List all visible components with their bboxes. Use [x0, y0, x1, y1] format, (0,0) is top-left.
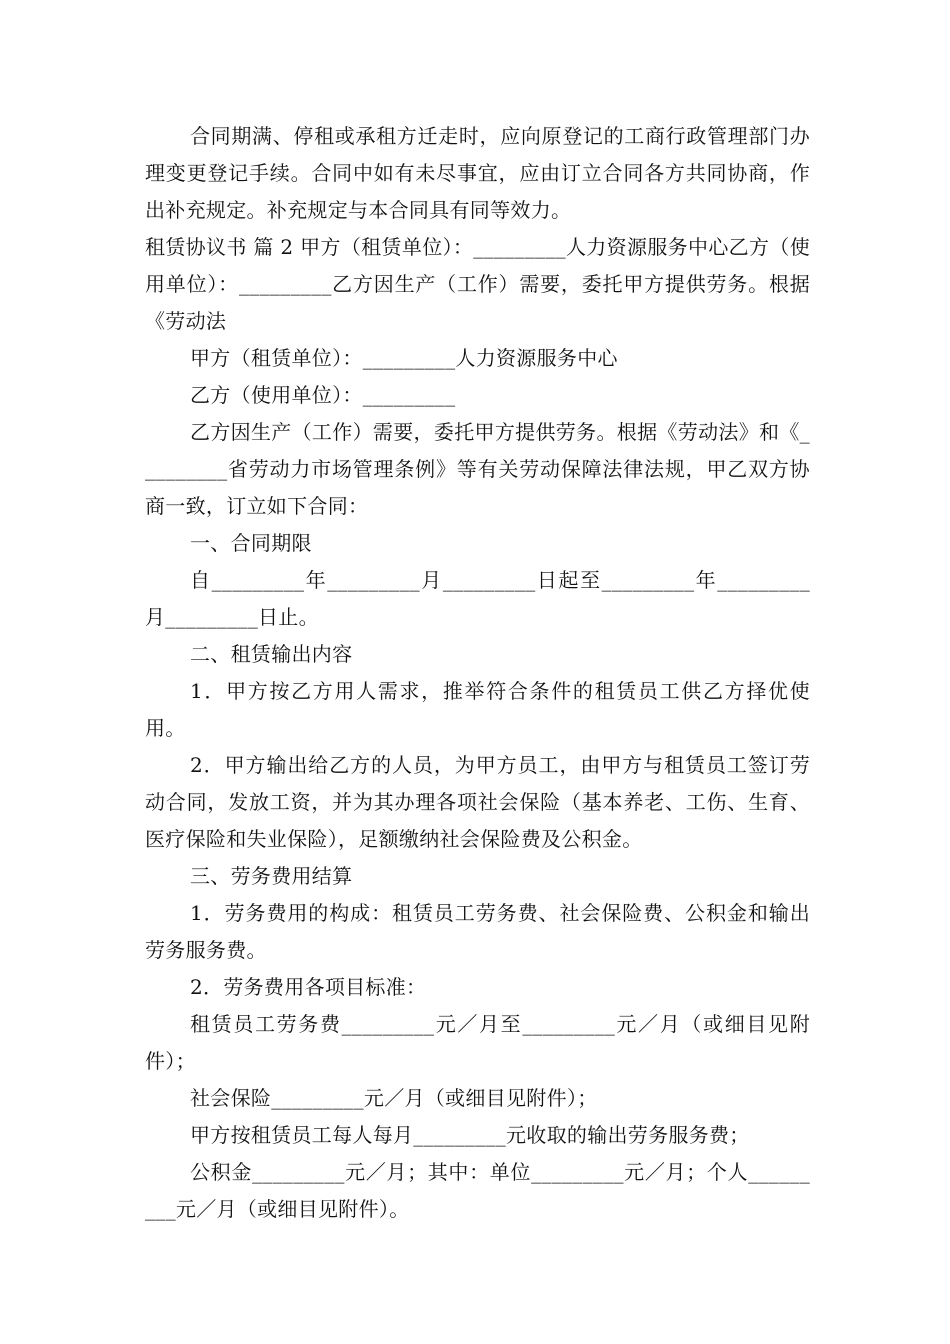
paragraph-labor-fee: 租赁员工劳务费_________元／月至_________元／月（或细目见附件）；: [145, 1012, 810, 1073]
paragraph-fee-composition: 1．劳务费用的构成：租赁员工劳务费、社会保险费、公积金和输出劳务服务费。: [145, 901, 810, 962]
paragraph-contract-term-dates: 自_________年_________月_________日起至_________年_________月_________日止。: [145, 568, 810, 629]
paragraph-social-insurance: 社会保险_________元／月（或细目见附件）；: [190, 1086, 598, 1110]
paragraph-contract-expiry: 合同期满、停租或承租方迁走时，应向原登记的工商行政管理部门办理变更登记手续。合同中如有未尽事宜，应由订立合同各方共同协商，作出补充规定。补充规定与本合同具有同等效力。: [145, 124, 810, 222]
paragraph-output-item-1: 1．甲方按乙方用人需求，推举符合条件的租赁员工供乙方择优使用。: [145, 679, 810, 740]
paragraph-party-b: 乙方（使用单位）：_________: [190, 383, 456, 407]
paragraph-service-fee: 甲方按租赁员工每人每月_________元收取的输出劳务服务费；: [190, 1123, 750, 1147]
paragraph-agreement-title-summary: 租赁协议书 篇 2 甲方（租赁单位）：_________人力资源服务中心乙方（使用单位）：_________乙方因生产（工作）需要，委托甲方提供劳务。根据《劳动法: [145, 235, 810, 333]
section-heading-lease-output: 二、租赁输出内容: [190, 642, 353, 666]
paragraph-output-item-2: 2．甲方输出给乙方的人员，为甲方员工，由甲方与租赁员工签订劳动合同，发放工资，并为其办理各项社会保险（基本养老、工伤、生育、医疗保险和失业保险），足额缴纳社会保险费及公积金。: [145, 753, 810, 851]
paragraph-housing-fund: 公积金_________元／月；其中：单位_________元／月；个人_________元／月（或细目见附件）。: [145, 1160, 810, 1221]
paragraph-legal-basis: 乙方因生产（工作）需要，委托甲方提供劳务。根据《劳动法》和《_________省劳动力市场管理条例》等有关劳动保障法律法规，甲乙双方协商一致，订立如下合同：: [145, 420, 810, 518]
section-heading-fee-settlement: 三、劳务费用结算: [190, 864, 353, 888]
paragraph-fee-standards: 2．劳务费用各项目标准：: [190, 975, 427, 999]
section-heading-contract-term: 一、合同期限: [190, 531, 312, 555]
paragraph-party-a: 甲方（租赁单位）：_________人力资源服务中心: [190, 346, 618, 370]
document-body: [145, 118, 810, 1228]
